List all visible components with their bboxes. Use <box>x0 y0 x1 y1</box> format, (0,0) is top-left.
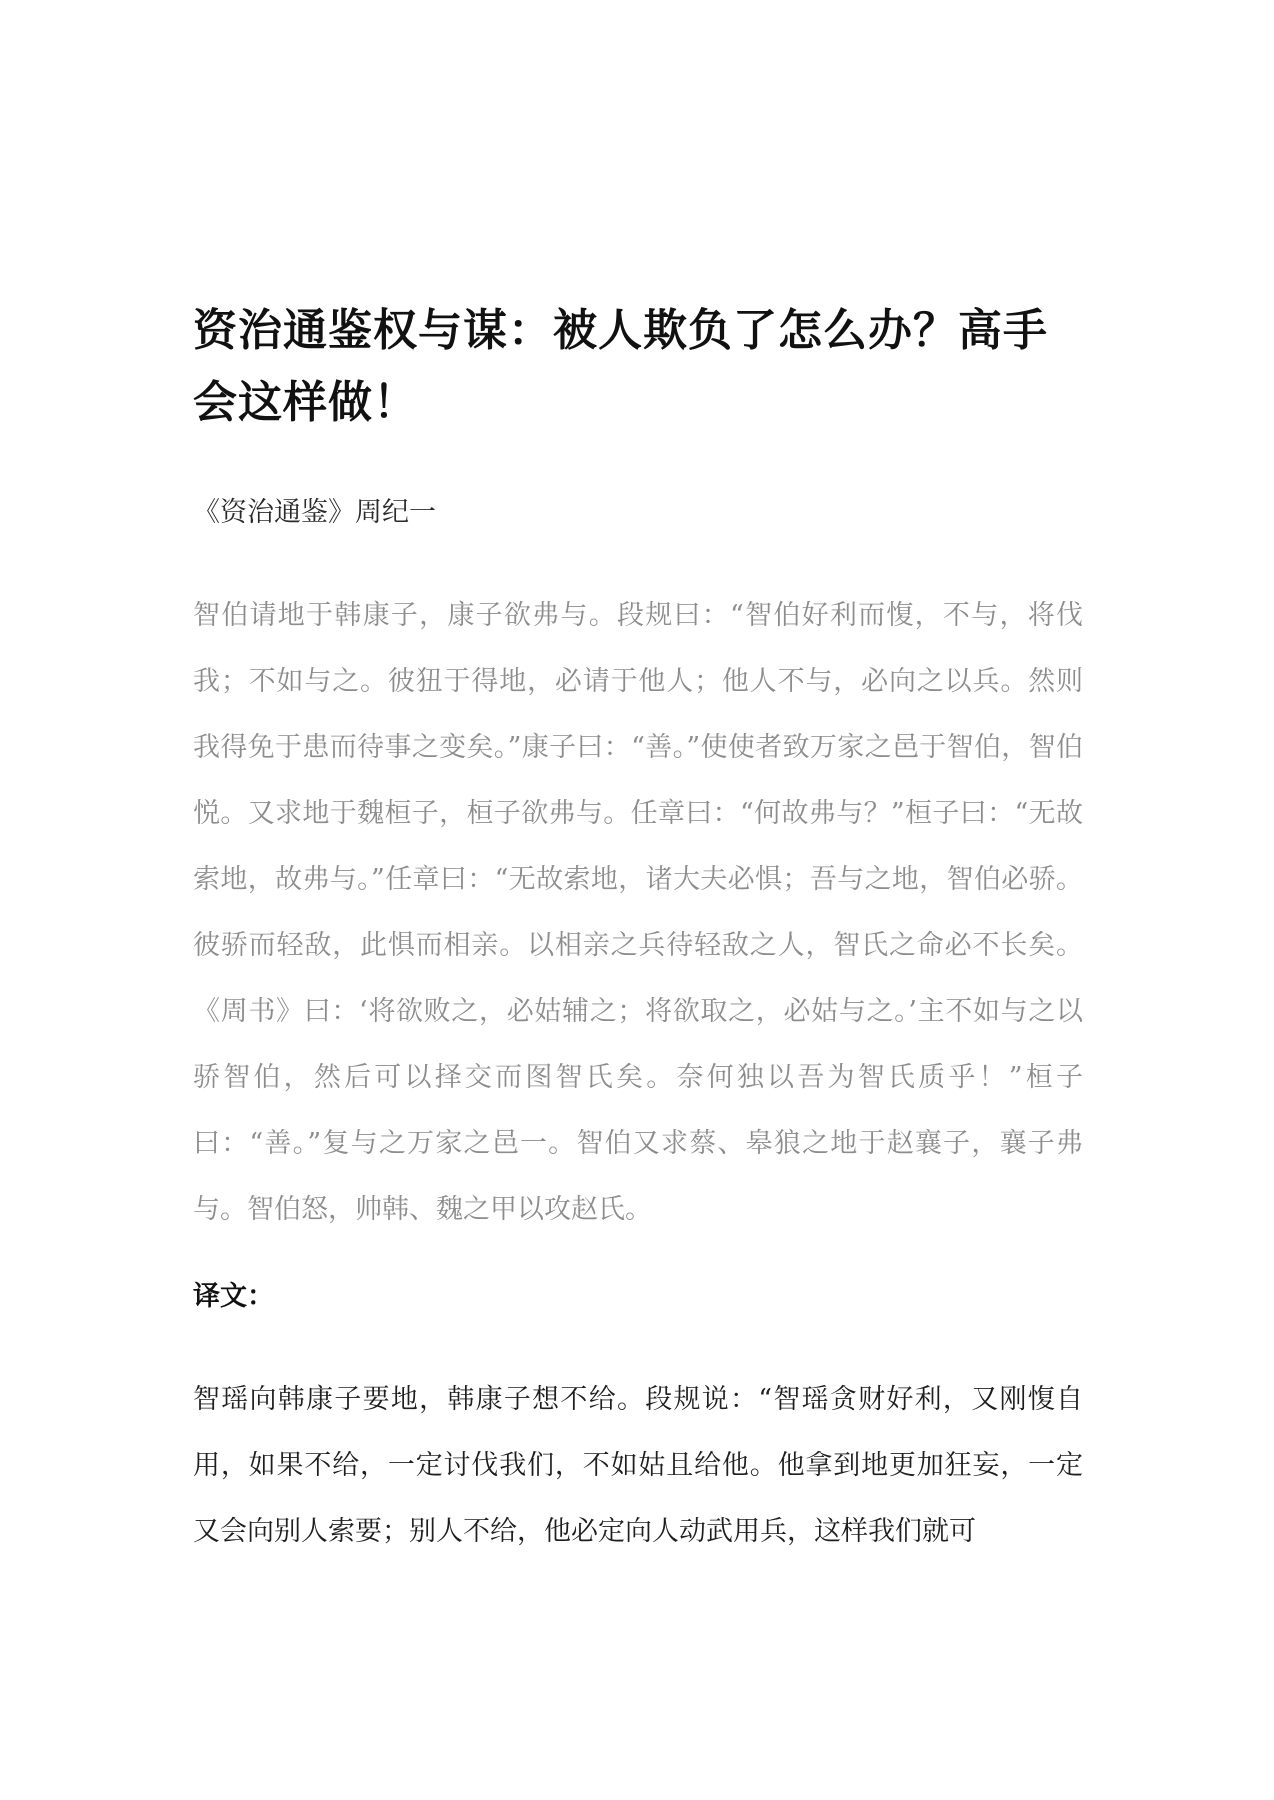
original-text-paragraph: 智伯请地于韩康子，康子欲弗与。段规曰：“智伯好利而愎，不与，将伐我；不如与之。彼狃于得地，必请于他人；他人不与，必向之以兵。然则我得免于患而待事之变矣。”康子曰：“善。”使使者致万家之邑于智伯，智伯悦。又求地于魏桓子，桓子欲弗与。任章曰：“何故弗与？”桓子曰：“无故索地，故弗与。”任章曰：“无故索地，诸大夫必惧；吾与之地，智伯必骄。彼骄而轻敌，此惧而相亲。以相亲之兵待轻敌之人，智氏之命必不长矣。《周书》曰：‘将欲败之，必姑辅之；将欲取之，必姑与之。’主不如与之以骄智伯，然后可以择交而图智氏矣。奈何独以吾为智氏质乎！”桓子曰：“善。”复与之万家之邑一。智伯又求蔡、皋狼之地于赵襄子，襄子弗与。智伯怒，帅韩、魏之甲以攻赵氏。 <box>193 600 1083 1225</box>
translation-heading: 译文： <box>193 1281 274 1312</box>
article-title: 资治通鉴权与谋：被人欺负了怎么办？高手会这样做！ <box>193 305 1048 428</box>
translation-paragraph: 智瑶向韩康子要地，韩康子想不给。段规说：“智瑶贪财好利，又刚愎自用，如果不给，一定讨伐我们，不如姑且给他。他拿到地更加狂妄，一定又会向别人索要；别人不给，他必定向人动武用兵，这样我们就可 <box>193 1384 1083 1547</box>
document-body <box>193 295 1083 1565</box>
source-citation: 《资治通鉴》周纪一 <box>193 497 436 528</box>
